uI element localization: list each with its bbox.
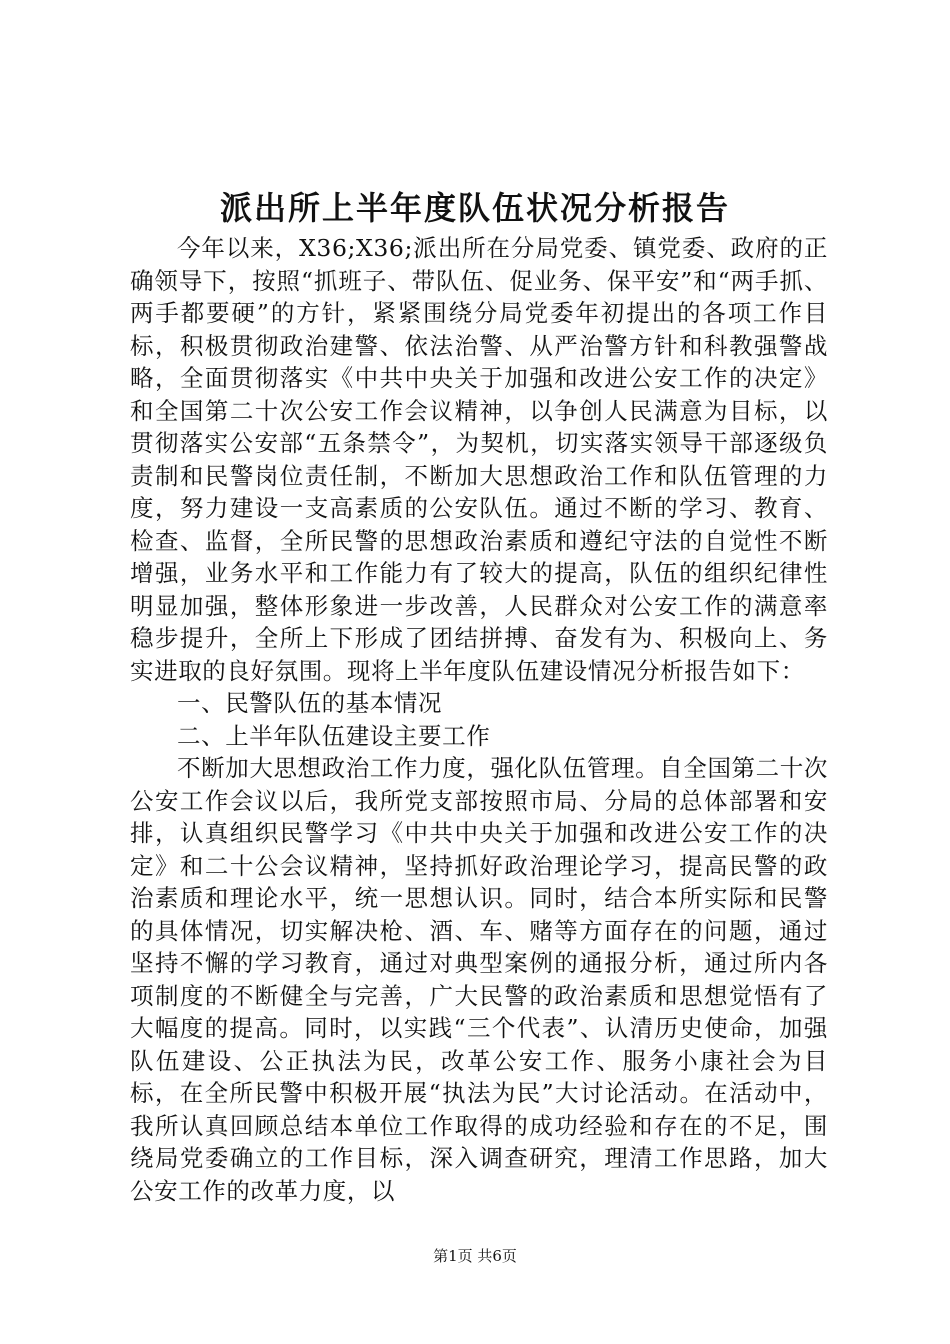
section-heading-2: 二、上半年队伍建设主要工作 [177, 721, 491, 750]
document-title: 派出所上半年度队伍状况分析报告 [219, 189, 730, 227]
document-body [130, 232, 828, 1207]
page-footer: 第1页 共6页 [433, 1247, 517, 1265]
paragraph-political-work: 不断加大思想政治工作力度，强化队伍管理。自全国第二十次公安工作会议以后，我所党支部按照市局、分局的总体部署和安排，认真组织民警学习《中共中央关于加强和改进公安工作的决定》和二十公会议精神，坚持抓好政治理论学习，提高民警的政治素质和理论水平，统一思想认识。同时，结合本所实际和民警的具体情况，切实解决枪、酒、车、赌等方面存在的问题，通过坚持不懈的学习教育，通过对典型案例的通报分析，通过所内各项制度的不断健全与完善，广大民警的政治素质和思想觉悟有了大幅度的提高。同时，以实践“三个代表”、认清历史使命，加强队伍建设、公正执法为民，改革公安工作、服务小康社会为目标，在全所民警中积极开展“执法为民”大讨论活动。在活动中，我所认真回顾总结本单位工作取得的成功经验和存在的不足，围绕局党委确立的工作目标，深入调查研究，理清工作思路，加大公安工作的改革力度，以 [130, 754, 828, 1205]
section-heading-1: 一、民警队伍的基本情况 [177, 689, 443, 717]
paragraph-intro: 今年以来，X36;X36;派出所在分局党委、镇党委、政府的正确领导下，按照“抓班子、带队伍、促业务、保平安”和“两手抓、两手都要硬”的方针，紧紧围绕分局党委年初提出的各项工作目标，积极贯彻政治建警、依法治警、从严治警方针和科教强警战略，全面贯彻落实《中共中央关于加强和改进公安工作的决定》和全国第二十次公安工作会议精神，以争创人民满意为目标，以贯彻落实公安部“五条禁令”，为契机，切实落实领导干部逐级负责制和民警岗位责任制，不断加大思想政治工作和队伍管理的力度，努力建设一支高素质的公安队伍。通过不断的学习、教育、检查、监督，全所民警的思想政治素质和遵纪守法的自觉性不断增强，业务水平和工作能力有了较大的提高，队伍的组织纪律性明显加强，整体形象进一步改善，人民群众对公安工作的满意率稳步提升，全所上下形成了团结拼搏、奋发有为、积极向上、务实进取的良好氛围。现将上半年度队伍建设情况分析报告如下： [130, 234, 828, 685]
